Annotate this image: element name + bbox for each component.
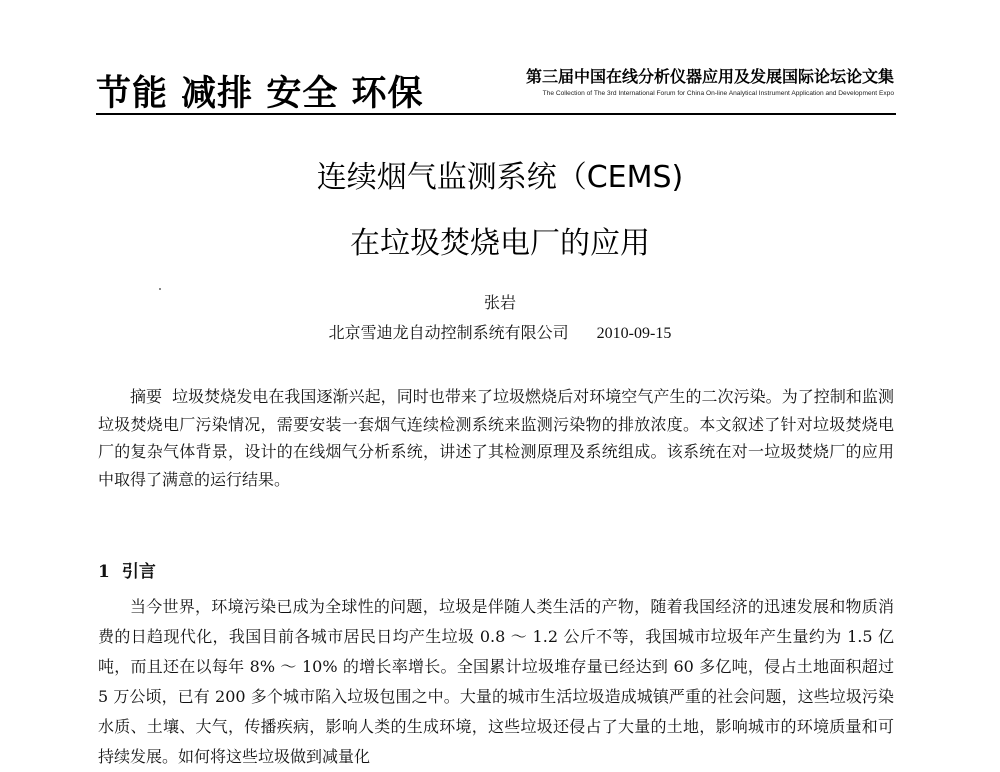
section-heading: [98, 557, 156, 582]
section-paragraph: 当今世界，环境污染已成为全球性的问题，垃圾是伴随人类生活的产物，随着我国经济的迅速发展和物质消费的日趋现代化，我国目前各城市居民日均产生垃圾 0.8 ～ 1.2 公斤不等，我国城市垃圾年产生量约为 1.5 亿吨，而且还在以每年 8% ～ 10% 的增长率增长。全国累计垃圾堆存量已经达到 60 多亿吨，侵占土地面积超过 5 万公顷，已有 200 多个城市陷入垃圾包围之中。大量的城市生活垃圾造成城镇严重的社会问题，这些垃圾污染水质、土壤、大气，传播疾病，影响人类的生成环境，这些垃圾还侵占了大量的土地，影响城市的环境质量和可持续发展。如何将这些垃圾做到减量化: [98, 597, 894, 766]
conference-title-cn: 第三届中国在线分析仪器应用及发展国际论坛论文集: [525, 67, 894, 86]
running-header: [96, 58, 896, 114]
section-number: 1: [98, 562, 110, 582]
author-name: 张岩: [483, 293, 516, 312]
abstract-text: 垃圾焚烧发电在我国逐渐兴起，同时也带来了垃圾燃烧后对环境空气产生的二次污染。为了控制和监测垃圾焚烧电厂污染情况，需要安装一套烟气连续检测系统来监测污染物的排放浓度。本文叙述了针对垃圾焚烧电厂的复杂气体背景，设计的在线烟气分析系统，讲述了其检测原理及系统组成。该系统在对一垃圾焚烧厂的应用中取得了满意的运行结果。: [98, 387, 894, 489]
header-slogan: 节能 减排 安全 环保: [96, 74, 424, 114]
affiliation-line: [0, 320, 1000, 343]
abstract: [98, 383, 894, 493]
affiliation: 北京雪迪龙自动控制系统有限公司: [328, 323, 569, 342]
paper-title-line2: 在垃圾焚烧电厂的应用: [350, 226, 650, 261]
paper-title-line1: 连续烟气监测系统（CEMS): [316, 160, 684, 195]
conference-title-en: The Collection of The 3rd International Forum for China On-line Analytical Instrument Application and Development Expo: [542, 90, 894, 97]
section-title: 引言: [121, 562, 156, 582]
header-rule: [96, 113, 896, 115]
publication-date: 2010-09-15: [596, 325, 672, 342]
abstract-label: 摘要: [130, 387, 163, 406]
